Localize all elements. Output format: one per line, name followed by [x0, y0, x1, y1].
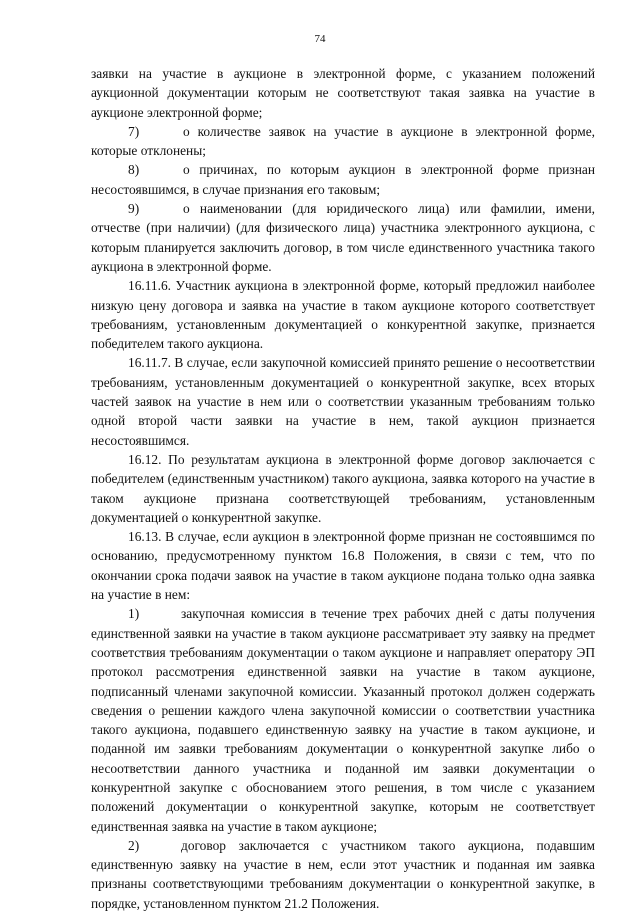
clause-16-11-7 — [91, 353, 595, 449]
paragraph-text: 16.12. По результатам аукциона в электронной форме договор заключается с победителем (единственным участником) такого аукциона, заявка которого на участие в таком аукционе признана соответствующей требованиям, установленным документацией о конкурентной закупке. — [91, 451, 595, 525]
paragraph-text: 16.11.7. В случае, если закупочной комиссией принято решение о несоответствии требованиям, установленным документацией о конкурентной закупке, всех вторых частей заявок на участие в нем или о соответствии указанным требованиям только одной второй части заявки на участие в нем, такой аукцион признается несостоявшимся. — [91, 355, 595, 448]
list-item-number: 8) — [128, 162, 140, 178]
list-item-7 — [91, 122, 595, 161]
clause-16-13 — [91, 527, 595, 604]
list-item-text: договор заключается с участником такого аукциона, подавшим единственную заявку на участие в нем, если этот участник и поданная им заявка признаны соответствующими требованиям документации о конкурентной закупке, в порядке, установленном пунктом 21.2 Положения. — [91, 837, 595, 911]
list-item-2 — [91, 836, 595, 913]
list-item-number: 2) — [128, 837, 140, 853]
clause-16-11-6 — [91, 276, 595, 353]
list-item-text: о наименовании (для юридического лица) или фамилии, имени, отчестве (при наличии) (для физического лица) участника электронного аукциона, с которым планируется заключить договор, в том числе единственного участника такого аукциона в электронной форме. — [91, 201, 595, 274]
page-number: 74 — [314, 33, 326, 45]
paragraph-continuation — [91, 64, 595, 122]
list-item-text: закупочная комиссия в течение трех рабочих дней с даты получения единственной заявки на участие в таком аукционе рассматривает эту заявку на предмет соответствия требованиям документации о таком аукционе и направляет оператору ЭП протокол рассмотрения единственной заявки на участие в таком аукционе, подписанный членами закупочной комиссии. Указанный протокол должен содержать сведения о решении каждого члена закупочной комиссии о соответствии участника такого аукциона, подавшего единственную заявку на участие в таком аукционе, и поданной им заявки требованиям документации о конкурентной закупке либо о несоответствии данного участника и поданной им заявки документации о конкурентной закупке с обоснованием этого решения, в том числе с указанием положений документации о конкурентной закупке, которым не соответствует единственная заявка на участие в таком аукционе; — [91, 606, 595, 834]
clause-16-12 — [91, 450, 595, 527]
list-item-text: о количестве заявок на участие в аукционе в электронной форме, которые отклонены; — [91, 123, 595, 159]
list-item-number: 1) — [128, 606, 140, 622]
paragraph-text: заявки на участие в аукционе в электронной форме, с указанием положений аукционной документации которым не соответствуют такая заявка на участие в аукционе электронной форме; — [91, 66, 595, 120]
paragraph-text: 16.11.6. Участник аукциона в электронной форме, который предложил наиболее низкую цену договора и заявка на участие в таком аукционе которого соответствует требованиям, установленным документацией о конкурентной закупке, признается победителем такого аукциона. — [91, 278, 595, 352]
list-item-number: 9) — [128, 201, 140, 217]
document-body — [91, 64, 595, 913]
list-item-text: о причинах, по которым аукцион в электронной форме признан несостоявшимся, в случае признания его таковым; — [91, 162, 595, 197]
list-item-8 — [91, 160, 595, 199]
paragraph-text: 16.13. В случае, если аукцион в электронной форме признан не состоявшимся по основанию, предусмотренному пунктом 16.8 Положения, в связи с тем, что по окончании срока подачи заявок на участие в таком аукционе подана только одна заявка на участие в нем: — [91, 529, 595, 603]
list-item-9 — [91, 199, 595, 276]
list-item-1 — [91, 604, 595, 836]
list-item-number: 7) — [128, 123, 140, 139]
